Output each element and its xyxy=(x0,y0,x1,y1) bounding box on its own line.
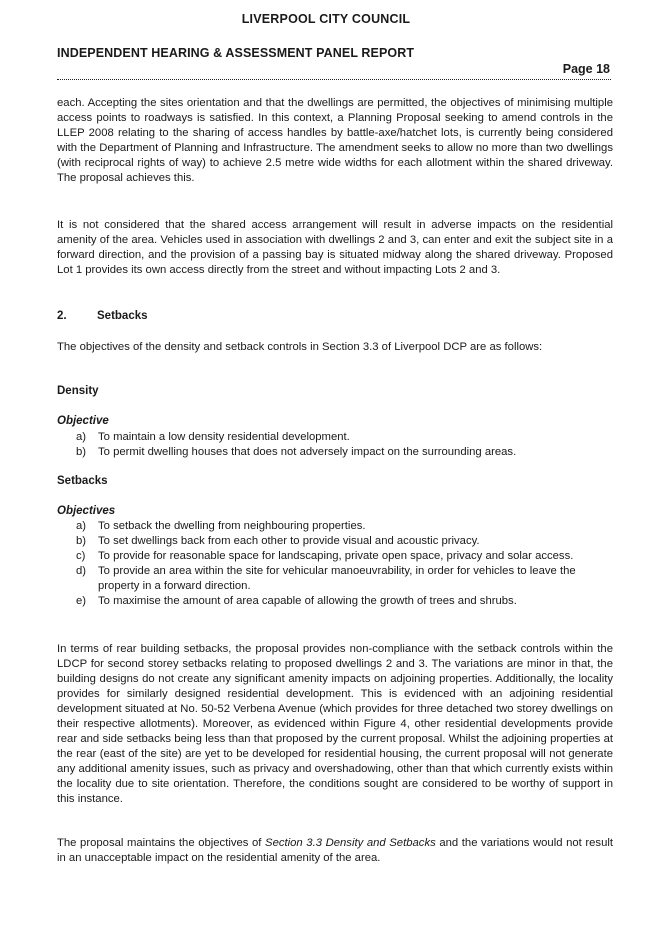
list-item xyxy=(57,519,613,534)
section-title: Setbacks xyxy=(97,310,148,322)
section-reference: Section 3.3 Density and Setbacks xyxy=(265,837,436,849)
list-item xyxy=(57,445,613,460)
list-item xyxy=(57,594,613,609)
list-item xyxy=(57,430,613,445)
list-marker: c) xyxy=(76,550,86,562)
paragraph-text: In terms of rear building setbacks, the proposal provides non-compliance with the setback controls within the LDCP for second storey setbacks relating to proposed dwellings 2 and 3. The variations are minor in that, the building designs do not create any significant amenity impacts on adjoining properties. Additionally, the locality provides for similarly designed residential development. This is evidenced with an adjoining residential development situated at No. 50-52 Verbena Avenue (which provides for three detached two storey dwellings on their respective allotments). Moreover, as evidenced within Figure 4, other residential developments provide rear and side setbacks being less than that proposed by the current proposal. Whilst the adjoining properties at the rear (east of the site) are yet to be developed for residential housing, the current proposal will not generate any additional amenity issues, such as privacy and overshadowing, other than that which currently exists within the locality due to site orientation. Therefore, the conditions sought are considered to be worthy of support in this instance. xyxy=(57,643,613,805)
council-name: LIVERPOOL CITY COUNCIL xyxy=(241,12,411,26)
report-title: INDEPENDENT HEARING & ASSESSMENT PANEL REPORT xyxy=(57,46,415,60)
setbacks-objective-list xyxy=(57,519,613,609)
header-divider xyxy=(57,79,611,80)
density-objective-list xyxy=(57,430,613,460)
paragraph-objectives-intro xyxy=(57,340,613,355)
list-marker: b) xyxy=(76,446,87,458)
list-marker: b) xyxy=(76,535,87,547)
list-item-text: To provide for reasonable space for landscaping, private open space, privacy and solar access. xyxy=(98,550,574,562)
paragraph-text: The objectives of the density and setback controls in Section 3.3 of Liverpool DCP are as follows: xyxy=(57,341,543,353)
conclusion-text-start: The proposal maintains the objectives of xyxy=(57,837,266,849)
page-number: Page 18 xyxy=(562,62,610,76)
list-item xyxy=(57,549,613,564)
list-marker: e) xyxy=(76,595,87,607)
list-marker: d) xyxy=(76,565,87,577)
paragraph-text xyxy=(57,836,613,866)
list-item xyxy=(57,564,613,594)
paragraph-conclusion xyxy=(57,836,613,866)
paragraph-rear-setbacks xyxy=(57,642,613,807)
density-objective-label: Objective xyxy=(57,415,109,427)
list-item-text: To permit dwelling houses that does not adversely impact on the surrounding areas. xyxy=(98,446,517,458)
section-number: 2. xyxy=(57,310,67,322)
list-item xyxy=(57,534,613,549)
density-heading: Density xyxy=(57,385,99,397)
list-item-text: To set dwellings back from each other to provide visual and acoustic privacy. xyxy=(98,535,480,547)
paragraph-access xyxy=(57,96,613,186)
list-item-text: To setback the dwelling from neighbouring properties. xyxy=(98,520,366,532)
conclusion-text-end: and the variations would not result in an unacceptable impact on the residential amenity of the area. xyxy=(57,837,614,864)
list-marker: a) xyxy=(76,431,87,443)
setbacks-heading: Setbacks xyxy=(57,475,108,487)
list-item-text: To provide an area within the site for vehicular manoeuvrability, in order for vehicles to leave the property in a forward direction. xyxy=(98,565,576,592)
paragraph-text: It is not considered that the shared access arrangement will result in adverse impacts on the residential amenity of the area. Vehicles used in association with dwellings 2 and 3, can enter and exit the subject site in a forward direction, and the provision of a passing bay is situated midway along the shared driveway. Proposed Lot 1 provides its own access directly from the street and without impacting Lots 2 and 3. xyxy=(57,219,613,276)
paragraph-text: each. Accepting the sites orientation and that the dwellings are permitted, the objectives of minimising multiple access points to roadways is satisfied. In this context, a Planning Proposal seeking to amend controls in the LLEP 2008 relating to the sharing of access handles by battle-axe/hatchet lots, is currently being considered with the Department of Planning and Infrastructure. The amendment seeks to allow no more than two dwellings (with reciprocal rights of way) to achieve 2.5 metre wide widths for each allotment within the shared driveway. The proposal achieves this. xyxy=(57,97,613,184)
list-marker: a) xyxy=(76,520,87,532)
list-item-text: To maintain a low density residential development. xyxy=(98,431,350,443)
list-item-text: To maximise the amount of area capable of allowing the growth of trees and shrubs. xyxy=(98,595,517,607)
paragraph-amenity xyxy=(57,218,613,278)
setbacks-objectives-label: Objectives xyxy=(57,505,116,517)
